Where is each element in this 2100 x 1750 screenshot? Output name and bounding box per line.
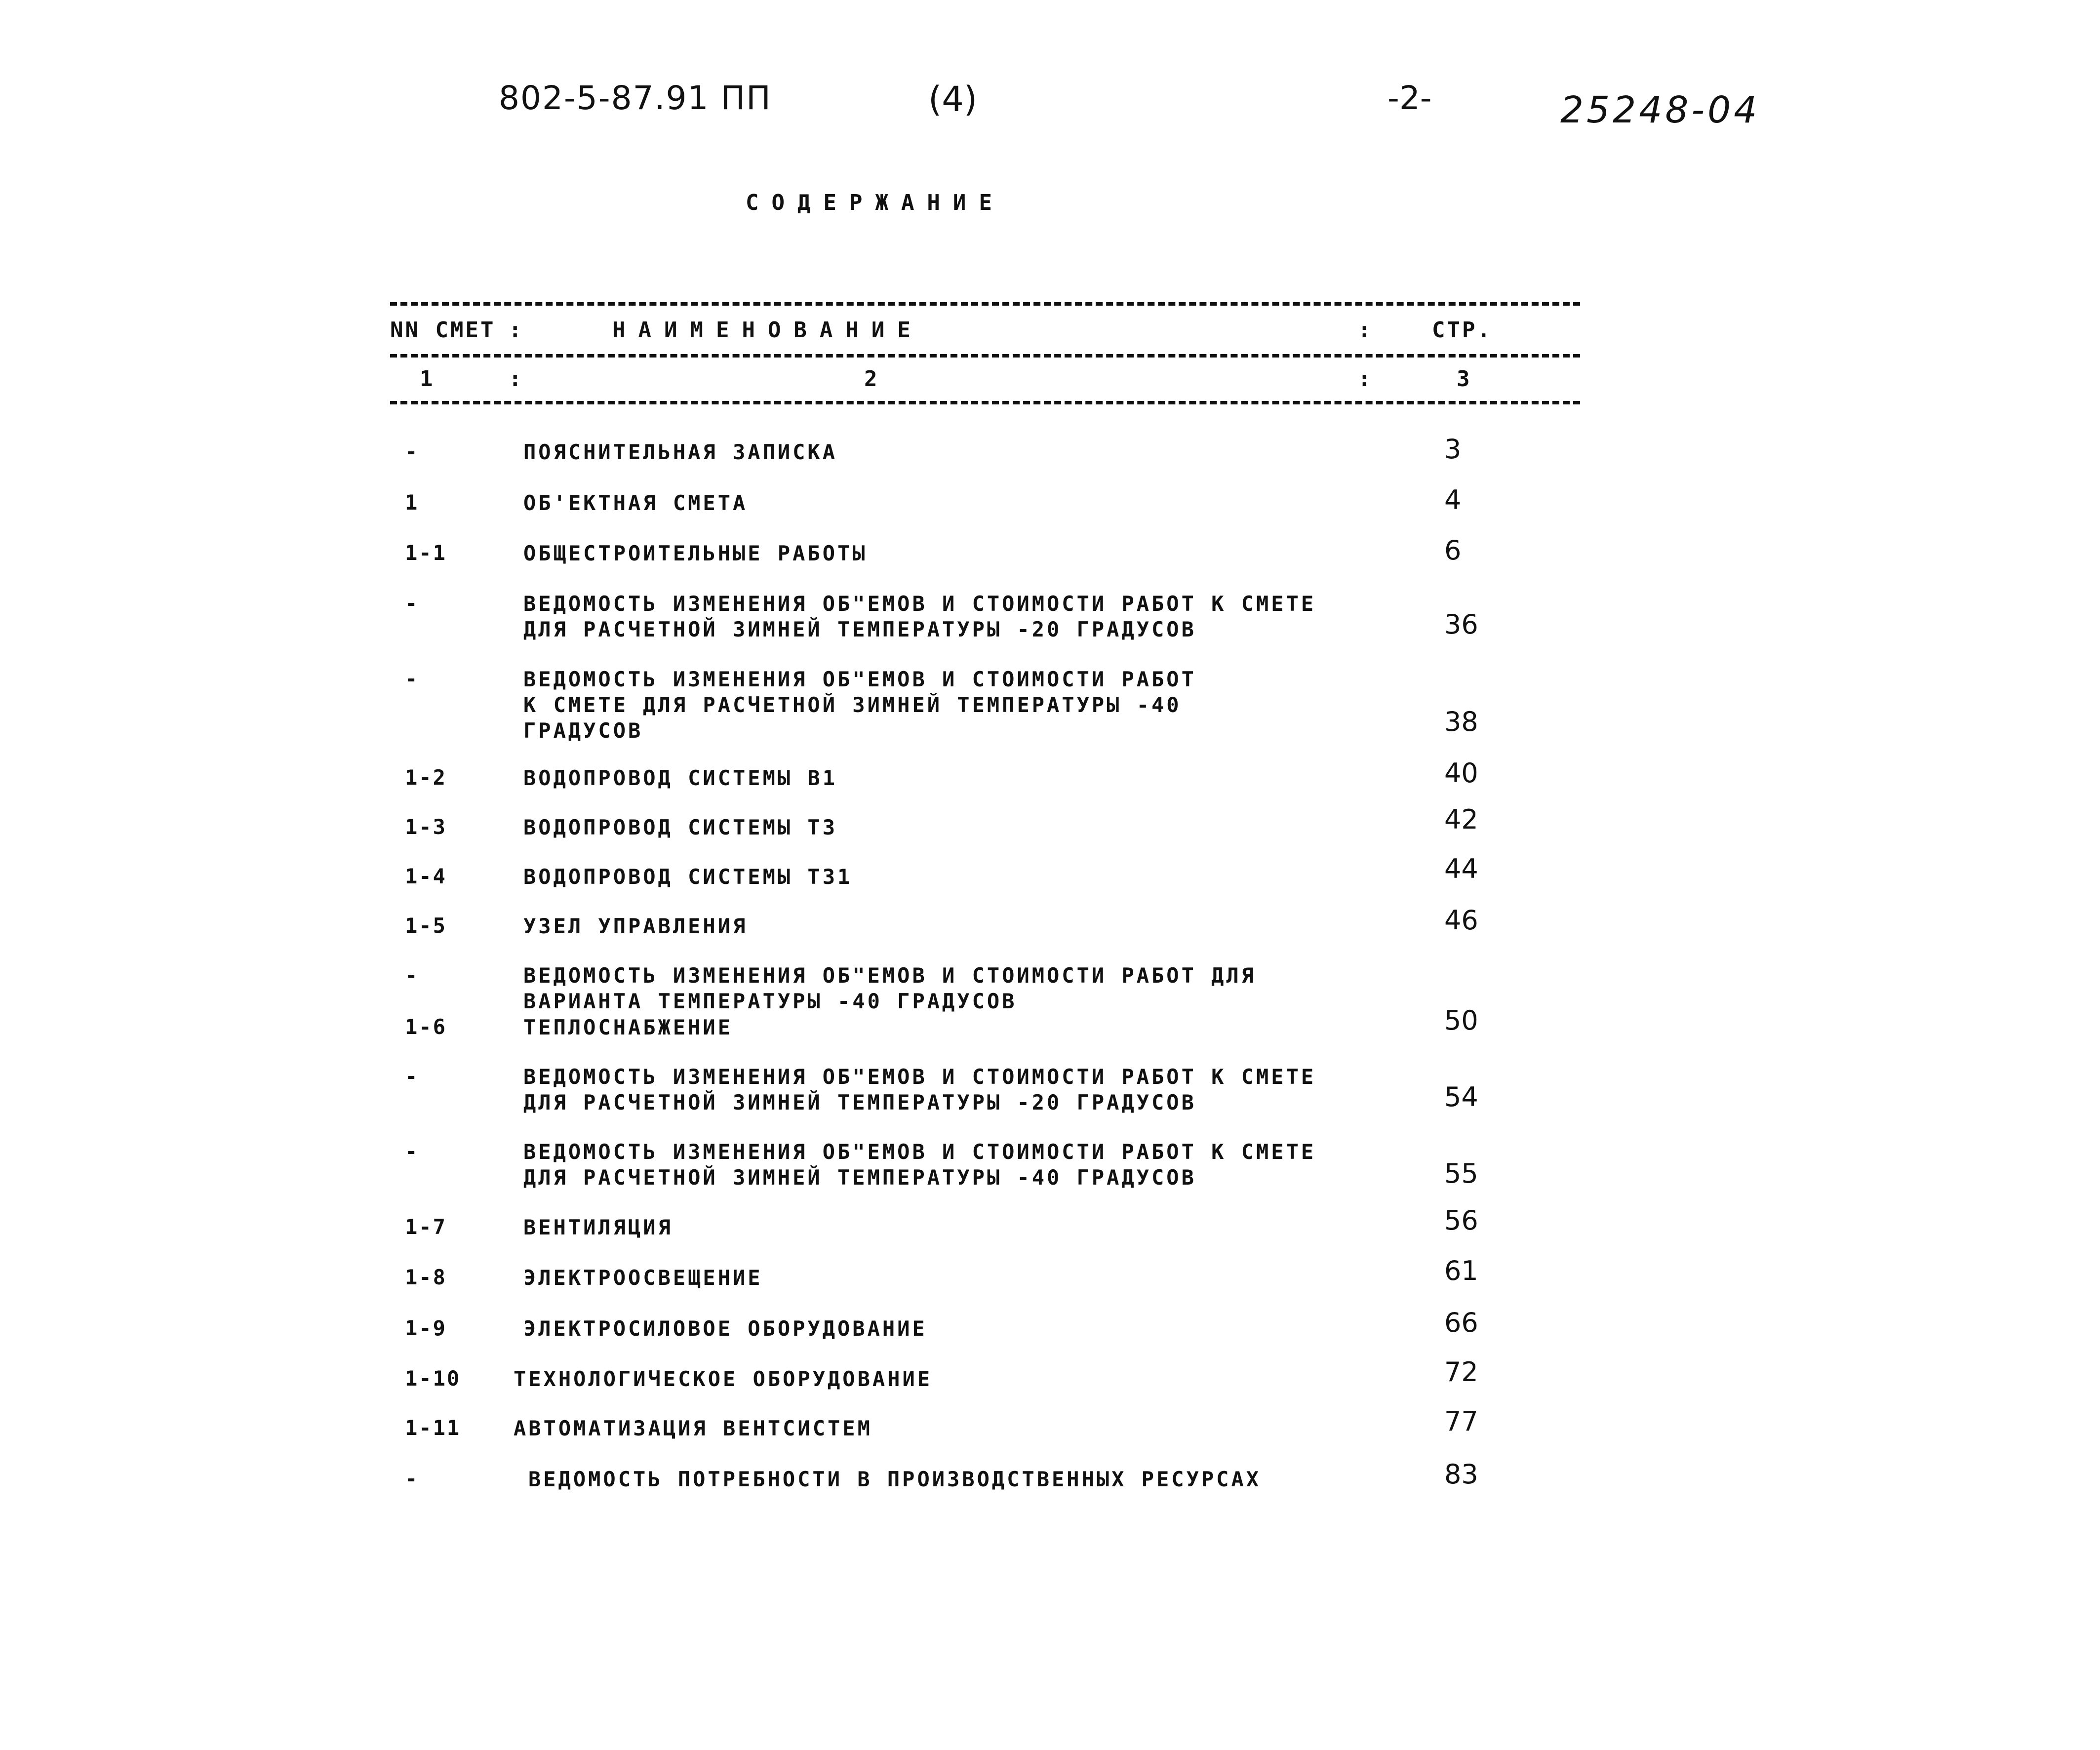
estimate-name: ВЕДОМОСТЬ ИЗМЕНЕНИЯ ОБ"ЕМОВ И СТОИМОСТИ РАБОТ К СМЕТЕ ДЛЯ РАСЧЕТНОЙ ЗИМНЕЙ ТЕМПЕРАТУРЫ -40 ГРАДУСОВ [523,1140,1316,1190]
estimate-number: - [405,963,419,987]
estimate-name: АВТОМАТИЗАЦИЯ ВЕНТСИСТЕМ [514,1416,872,1440]
page-ref: 54 [1444,1081,1478,1113]
column-number-2: 2 [864,366,877,392]
estimate-number: - [405,439,419,464]
page-ref: 44 [1444,853,1478,884]
estimate-name: ВЕДОМОСТЬ ИЗМЕНЕНИЯ ОБ"ЕМОВ И СТОИМОСТИ РАБОТ К СМЕТЕ ДЛЯ РАСЧЕТНОЙ ЗИМНЕЙ ТЕМПЕРАТУРЫ -20 ГРАДУСОВ [523,1065,1316,1114]
page-ref: 56 [1444,1205,1478,1236]
column-header-page: СТР. [1432,318,1492,343]
column-separator: : [1358,318,1371,343]
page-ref: 40 [1444,757,1478,789]
estimate-name: ВЕДОМОСТЬ ИЗМЕНЕНИЯ ОБ"ЕМОВ И СТОИМОСТИ РАБОТ К СМЕТЕ ДЛЯ РАСЧЕТНОЙ ЗИМНЕЙ ТЕМПЕРАТУРЫ -20 ГРАДУСОВ [523,592,1316,641]
estimate-name: ВЕДОМОСТЬ ПОТРЕБНОСТИ В ПРОИЗВОДСТВЕННЫХ РЕСУРСАХ [528,1467,1262,1491]
page-ref: 55 [1444,1158,1478,1189]
estimate-name: ОБЩЕСТРОИТЕЛЬНЫЕ РАБОТЫ [523,541,868,565]
page-ref: 42 [1444,804,1478,835]
estimate-number: 1-5 [405,914,447,938]
estimate-name: ОБ'ЕКТНАЯ СМЕТА [523,491,748,515]
column-number-1: 1 [420,366,433,392]
archive-number: 25248-04 [1560,89,1760,131]
page-ref: 61 [1444,1255,1478,1286]
estimate-number: - [405,1064,419,1088]
estimate-number: 1-7 [405,1215,447,1239]
column-separator: : [1358,366,1371,392]
column-separator: : [509,318,522,343]
page-ref: 6 [1444,535,1462,566]
table-rule-middle [390,354,1580,358]
estimate-name: ВЕНТИЛЯЦИЯ [523,1215,673,1239]
estimate-name: ВОДОПРОВОД СИСТЕМЫ В1 [523,766,838,790]
page-ref: 77 [1444,1406,1478,1437]
sheet-mark: (4) [928,79,978,119]
column-header-estimate-number: NN СМЕТ [390,318,496,343]
column-header-name: НАИМЕНОВАНИЕ [612,318,923,343]
estimate-name: ПОЯСНИТЕЛЬНАЯ ЗАПИСКА [523,440,838,464]
estimate-name: ТЕПЛОСНАБЖЕНИЕ [523,1015,733,1039]
document-code: 802-5-87.91 ПП [499,79,772,117]
page-ref: 46 [1444,905,1478,936]
estimate-number: 1-1 [405,541,447,565]
estimate-name: ТЕХНОЛОГИЧЕСКОЕ ОБОРУДОВАНИЕ [514,1367,933,1391]
estimate-name: ВЕДОМОСТЬ ИЗМЕНЕНИЯ ОБ"ЕМОВ И СТОИМОСТИ РАБОТ К СМЕТЕ ДЛЯ РАСЧЕТНОЙ ЗИМНЕЙ ТЕМПЕРАТУРЫ -40 ГРАДУСОВ [523,667,1196,743]
estimate-number: - [405,591,419,615]
table-rule-bottom [390,401,1580,404]
page-ref: 66 [1444,1307,1478,1338]
page-ref: 72 [1444,1356,1478,1388]
estimate-name: ВОДОПРОВОД СИСТЕМЫ Т3 [523,815,838,839]
column-separator: : [509,366,522,392]
estimate-name: УЗЕЛ УПРАВЛЕНИЯ [523,914,748,938]
estimate-number: 1-3 [405,815,447,839]
estimate-number: 1-4 [405,864,447,888]
estimate-number: - [405,1139,419,1163]
page-ref: 3 [1444,434,1462,465]
estimate-number: 1-2 [405,765,447,790]
page-ref: 50 [1444,1005,1478,1036]
estimate-number: 1 [405,490,419,515]
estimate-number: 1-8 [405,1265,447,1289]
page-title: СОДЕРЖАНИЕ [746,190,1005,215]
page-number: -2- [1387,79,1432,117]
estimate-name: ЭЛЕКТРОСИЛОВОЕ ОБОРУДОВАНИЕ [523,1316,927,1341]
table-rule-top [390,302,1580,306]
estimate-number: - [405,667,419,691]
estimate-number: - [405,1467,419,1491]
estimate-number: 1-6 [405,1015,447,1039]
estimate-number: 1-9 [405,1316,447,1340]
page-ref: 36 [1444,609,1478,640]
estimate-name: ЭЛЕКТРООСВЕЩЕНИЕ [523,1266,763,1290]
estimate-number: 1-11 [405,1416,461,1440]
page-ref: 83 [1444,1459,1478,1490]
page-ref: 4 [1444,484,1462,516]
estimate-name: ВЕДОМОСТЬ ИЗМЕНЕНИЯ ОБ"ЕМОВ И СТОИМОСТИ РАБОТ ДЛЯ ВАРИАНТА ТЕМПЕРАТУРЫ -40 ГРАДУСОВ [523,963,1257,1013]
column-number-3: 3 [1457,366,1470,392]
estimate-name: ВОДОПРОВОД СИСТЕМЫ Т31 [523,865,853,889]
estimate-number: 1-10 [405,1366,461,1391]
page-ref: 38 [1444,706,1478,737]
